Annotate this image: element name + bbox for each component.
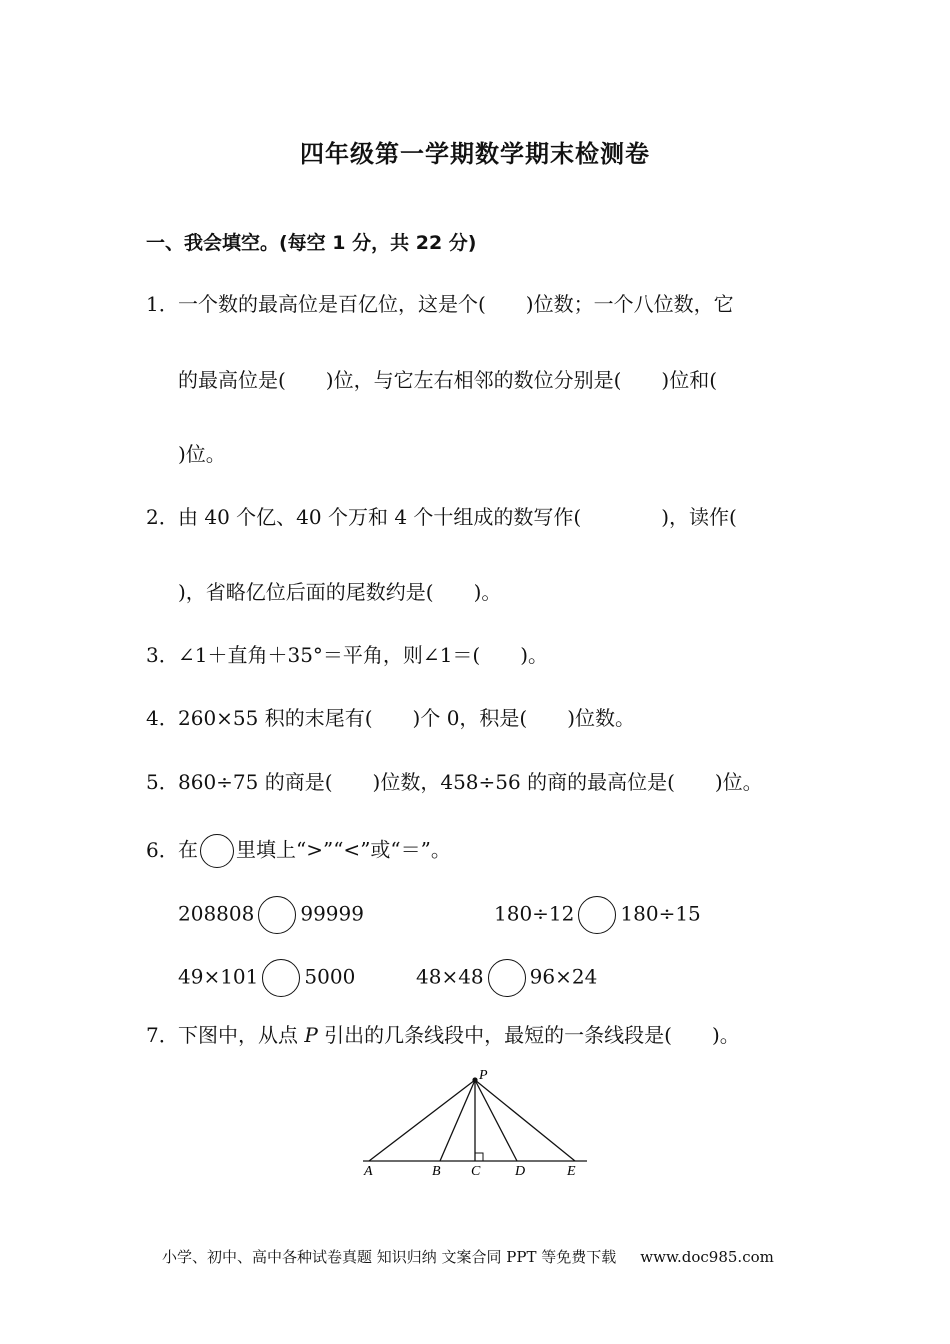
page-title: 四年级第一学期数学期末检测卷 — [300, 140, 650, 168]
compare-left: 48×48 — [416, 964, 484, 989]
question-number: 3． — [146, 643, 179, 667]
segment-pa — [369, 1080, 475, 1161]
compare-right: 99999 — [300, 901, 364, 926]
compare-left: 180÷12 — [494, 901, 575, 926]
question-prefix: 在 — [178, 837, 198, 862]
question-text-after: 引出的几条线段中，最短的一条线段是( )。 — [317, 1023, 740, 1047]
question-3 — [146, 641, 548, 669]
question-number: 6． — [146, 837, 179, 862]
question-text: 一个数的最高位是百亿位，这是个( )位数；一个八位数，它 — [178, 292, 734, 316]
question-number: 2． — [146, 505, 179, 529]
segment-pe — [475, 1080, 575, 1161]
geometry-figure — [355, 1065, 595, 1180]
label-e: E — [567, 1164, 576, 1179]
label-c: C — [471, 1164, 481, 1179]
segment-pb — [440, 1080, 475, 1161]
compare-left: 49×101 — [178, 964, 259, 989]
compare-right: 96×24 — [529, 964, 598, 989]
segment-pd — [475, 1080, 517, 1161]
question-suffix: 里填上“>”“<”或“＝”。 — [236, 837, 451, 862]
compare-left: 208808 — [178, 901, 255, 926]
question-2 — [146, 503, 737, 531]
point-label: P — [304, 1023, 318, 1047]
question-number: 7． — [146, 1023, 179, 1047]
compare-item-2 — [494, 896, 701, 934]
question-text: 860÷75 的商是( )位数，458÷56 的商的最高位是( )位。 — [178, 770, 763, 794]
question-5 — [146, 768, 763, 796]
compare-item-3 — [178, 959, 355, 997]
question-1-line-3: )位。 — [178, 442, 226, 466]
label-a: A — [364, 1164, 373, 1179]
question-text-before: 下图中，从点 — [178, 1023, 305, 1047]
answer-circle[interactable] — [578, 896, 616, 934]
question-text: 由 40 个亿、40 个万和 4 个十组成的数写作( )，读作( — [178, 505, 737, 529]
point-p-dot — [472, 1077, 477, 1082]
question-6 — [146, 834, 451, 868]
question-text: ∠1＋直角＋35°＝平角，则∠1＝( )。 — [178, 643, 549, 667]
question-2-line-2: )，省略亿位后面的尾数约是( )。 — [178, 580, 502, 604]
label-b: B — [432, 1164, 441, 1179]
section-heading: 一、我会填空。(每空 1 分，共 22 分) — [146, 232, 477, 254]
question-7 — [146, 1021, 740, 1049]
compare-right: 5000 — [304, 964, 356, 989]
answer-circle[interactable] — [262, 959, 300, 997]
question-number: 4． — [146, 706, 179, 730]
answer-circle[interactable] — [488, 959, 526, 997]
answer-circle[interactable] — [258, 896, 296, 934]
question-1-line-2: 的最高位是( )位，与它左右相邻的数位分别是( )位和( — [178, 368, 718, 392]
compare-item-1 — [178, 896, 364, 934]
footer — [162, 1246, 774, 1267]
label-d: D — [515, 1164, 526, 1179]
question-number: 1． — [146, 292, 179, 316]
question-1 — [146, 290, 734, 318]
compare-item-4 — [416, 959, 597, 997]
question-4 — [146, 704, 635, 732]
label-p: P — [479, 1068, 488, 1083]
circle-blank-icon — [200, 834, 234, 868]
footer-url[interactable]: www.doc985.com — [640, 1248, 774, 1266]
compare-right: 180÷15 — [620, 901, 701, 926]
right-angle-mark — [475, 1153, 483, 1161]
footer-text: 小学、初中、高中各种试卷真题 知识归纳 文案合同 PPT 等免费下载 — [162, 1248, 617, 1266]
question-text: 260×55 积的末尾有( )个 0，积是( )位数。 — [178, 706, 636, 730]
question-number: 5． — [146, 770, 179, 794]
